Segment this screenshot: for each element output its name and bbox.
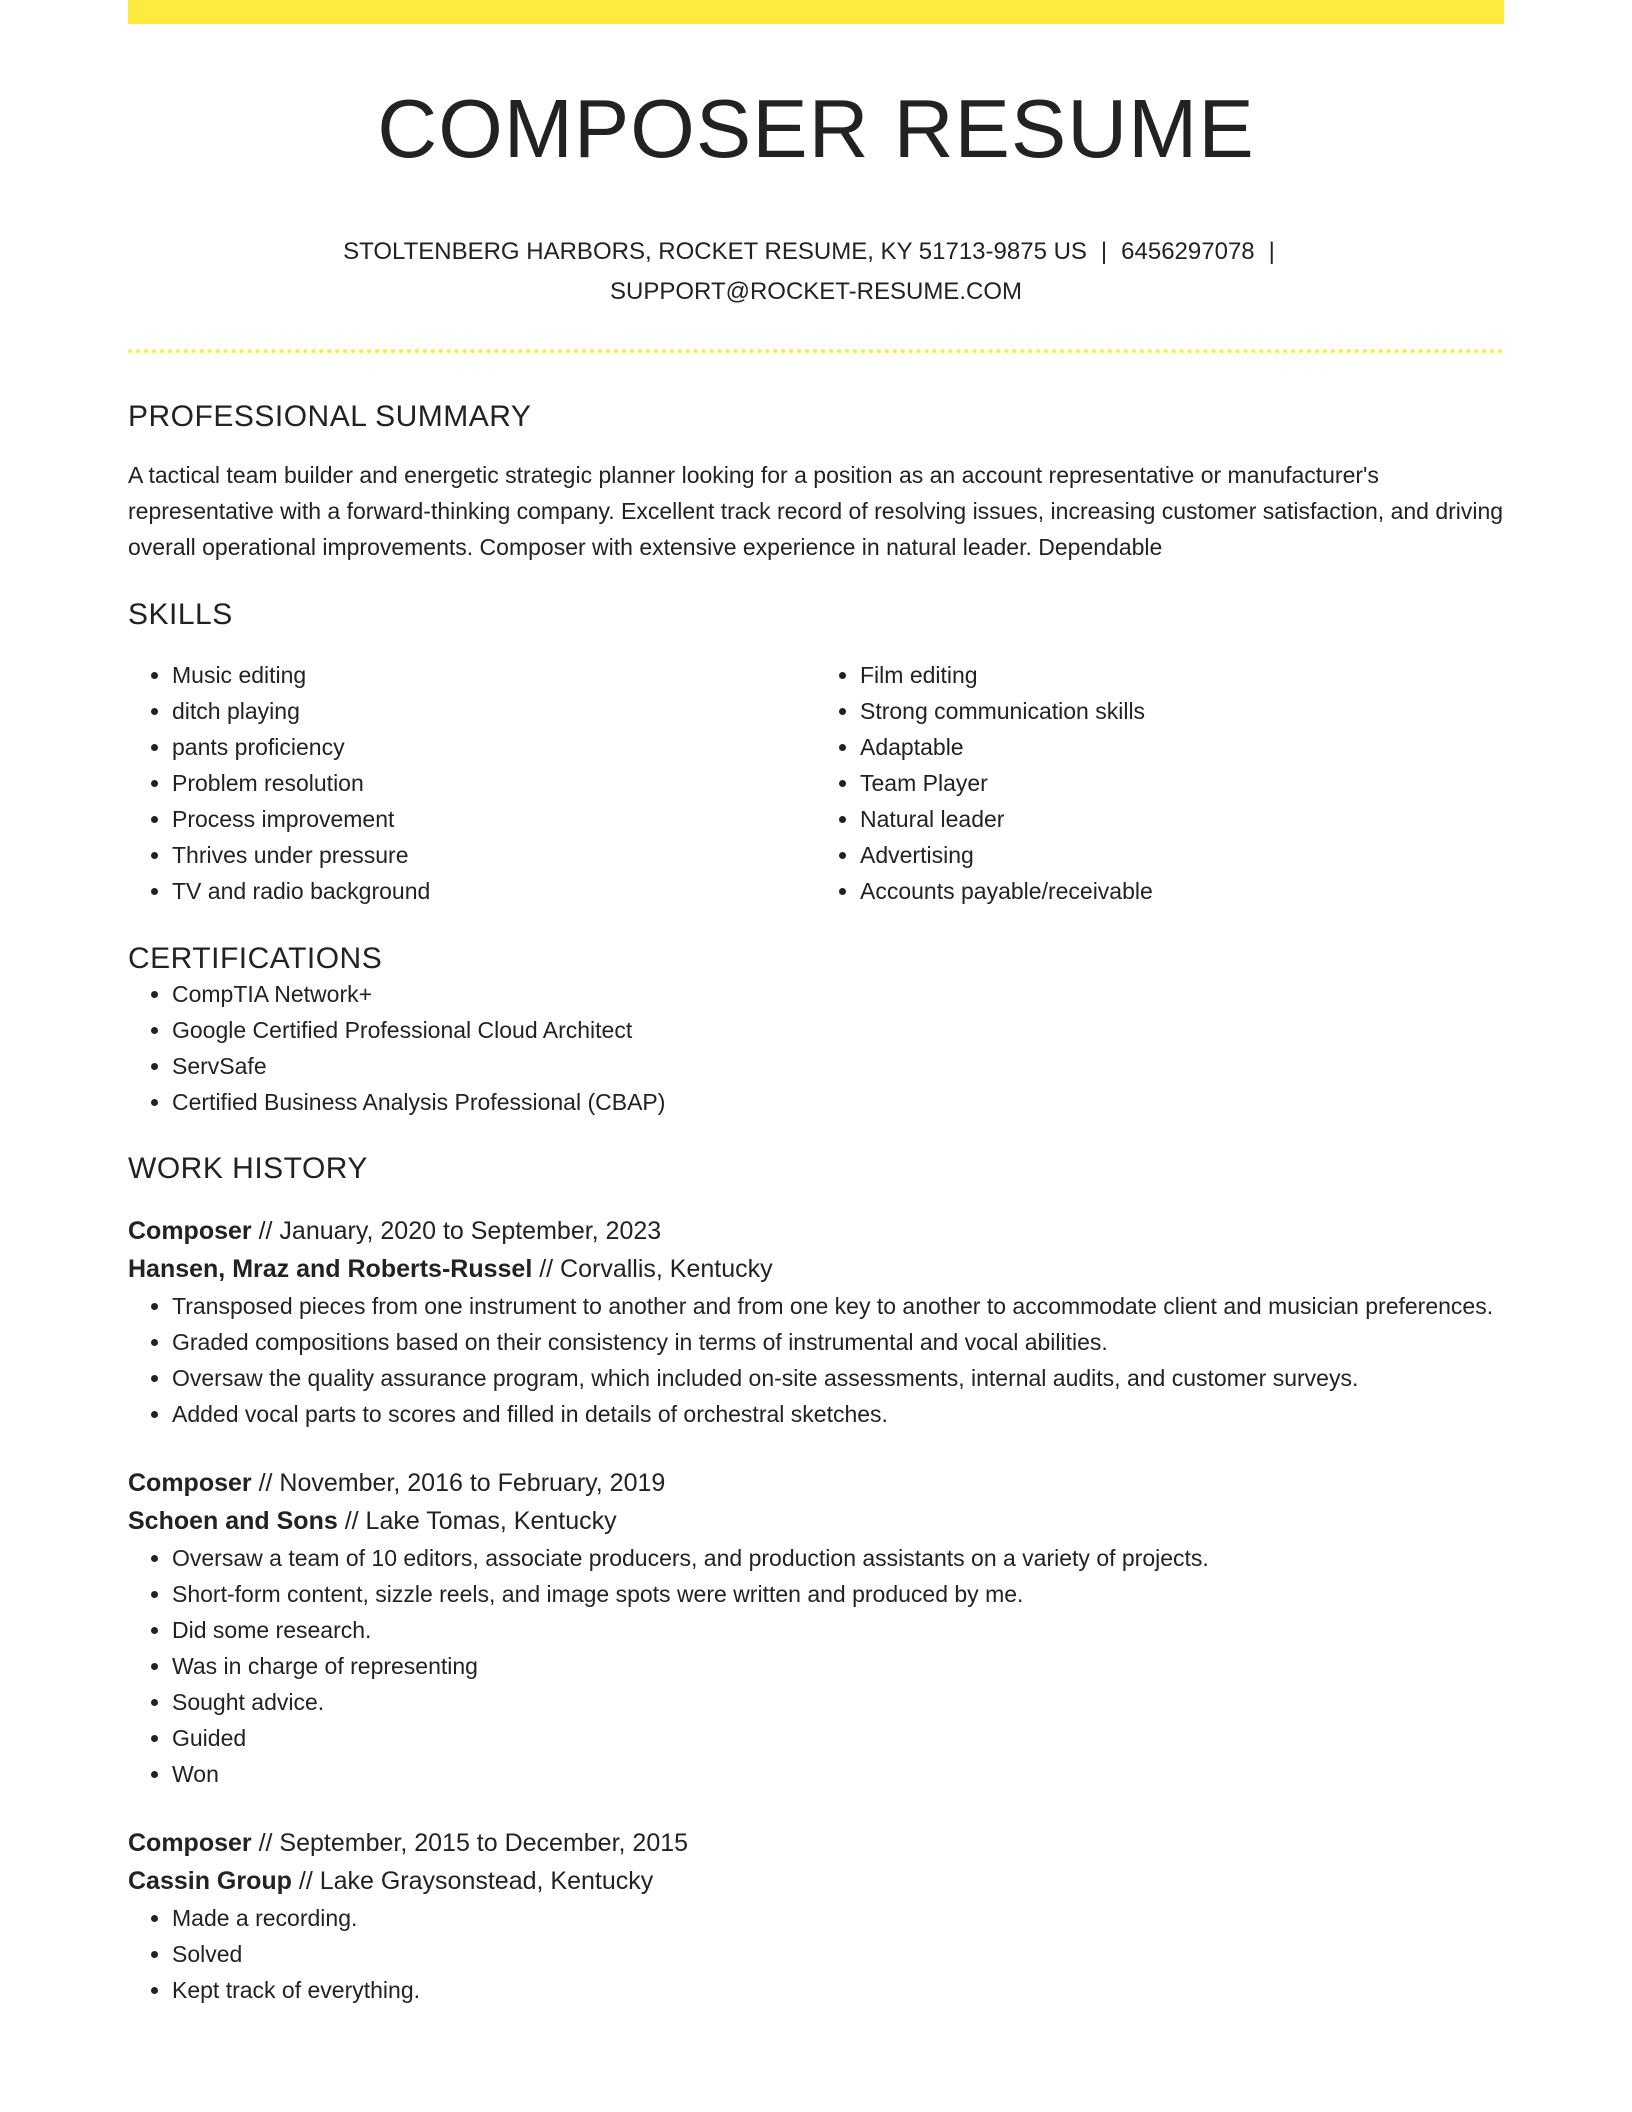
list-item: • Was in charge of representing — [172, 1648, 1504, 1684]
job-company-line — [128, 1250, 1504, 1288]
list-item: • Accounts payable/receivable — [860, 873, 1504, 909]
resume-page — [128, 0, 1504, 2008]
job-location: // Lake Graysonstead, Kentucky — [291, 1867, 654, 1896]
list-item: • Sought advice. — [172, 1684, 1504, 1720]
work-history-heading: WORK HISTORY — [128, 1152, 368, 1186]
list-item: • Oversaw the quality assurance program, which included on-site assessments, internal audits, and customer surveys. — [172, 1360, 1504, 1396]
summary-text: A tactical team builder and energetic strategic planner looking for a position as an account representative or manufacturer's representative with a forward-thinking company. Excellent track record of resolving issues, increasing customer satisfaction, and driving overall operational improvements. Composer with extensive experience in natural leader. Dependable — [128, 462, 1504, 561]
contact-separator: | — [1268, 238, 1275, 266]
job-company-line — [128, 1502, 1504, 1540]
list-item: • Did some research. — [172, 1612, 1504, 1648]
job-title-line — [128, 1824, 1504, 1862]
list-item: • Guided — [172, 1720, 1504, 1756]
list-item: • Problem resolution — [172, 765, 816, 801]
contact-email: SUPPORT@ROCKET-RESUME.COM — [610, 278, 1022, 306]
list-item: • Advertising — [860, 837, 1504, 873]
job-title: Composer — [128, 1469, 252, 1498]
list-item: • pants proficiency — [172, 729, 816, 765]
list-item: • Solved — [172, 1936, 1504, 1972]
job-header — [128, 1212, 1504, 1288]
list-item: • Adaptable — [860, 729, 1504, 765]
job-company: Cassin Group — [128, 1867, 292, 1896]
job-dates: // January, 2020 to September, 2023 — [251, 1217, 662, 1246]
list-item: • TV and radio background — [172, 873, 816, 909]
list-item: • Process improvement — [172, 801, 816, 837]
contact-address: STOLTENBERG HARBORS, ROCKET RESUME, KY 51713-9875 US — [343, 238, 1087, 266]
list-item: • Won — [172, 1756, 1504, 1792]
job-title: Composer — [128, 1829, 252, 1858]
list-item: • Strong communication skills — [860, 693, 1504, 729]
list-item: • Made a recording. — [172, 1900, 1504, 1936]
list-item: • Film editing — [860, 657, 1504, 693]
list-item: • Certified Business Analysis Professional (CBAP) — [172, 1084, 1504, 1120]
contact-info — [286, 232, 1346, 312]
skills-list-left — [128, 657, 816, 909]
summary-heading: PROFESSIONAL SUMMARY — [128, 400, 532, 434]
list-item: • Google Certified Professional Cloud Architect — [172, 1012, 1504, 1048]
list-item: • Thrives under pressure — [172, 837, 816, 873]
top-accent-bar — [128, 0, 1504, 24]
job-company: Schoen and Sons — [128, 1507, 338, 1536]
job-dates: // September, 2015 to December, 2015 — [251, 1829, 689, 1858]
job-header — [128, 1824, 1504, 1900]
certifications-list — [128, 976, 1504, 1120]
resume-title: COMPOSER RESUME — [377, 82, 1255, 175]
skills-heading: SKILLS — [128, 598, 233, 632]
job-company-line — [128, 1862, 1504, 1900]
job-duties-list — [128, 1540, 1504, 1792]
skills-list-right — [816, 657, 1504, 909]
dotted-divider — [128, 349, 1504, 353]
job-title-line — [128, 1464, 1504, 1502]
job-duties-list — [128, 1288, 1504, 1432]
list-item: • Short-form content, sizzle reels, and image spots were written and produced by me. — [172, 1576, 1504, 1612]
list-item: • ServSafe — [172, 1048, 1504, 1084]
list-item: • Kept track of everything. — [172, 1972, 1504, 2008]
list-item: • Team Player — [860, 765, 1504, 801]
list-item: • ditch playing — [172, 693, 816, 729]
list-item: • Oversaw a team of 10 editors, associate producers, and production assistants on a variety of projects. — [172, 1540, 1504, 1576]
certifications-heading: CERTIFICATIONS — [128, 942, 383, 976]
contact-phone: 6456297078 — [1121, 238, 1255, 266]
list-item: • Added vocal parts to scores and filled in details of orchestral sketches. — [172, 1396, 1504, 1432]
contact-separator: | — [1100, 238, 1108, 266]
job-title-line — [128, 1212, 1504, 1250]
list-item: • CompTIA Network+ — [172, 976, 1504, 1012]
job-title: Composer — [128, 1217, 252, 1246]
job-dates: // November, 2016 to February, 2019 — [251, 1469, 666, 1498]
list-item: • Graded compositions based on their consistency in terms of instrumental and vocal abilities. — [172, 1324, 1504, 1360]
job-duties-list — [128, 1900, 1504, 2008]
list-item: • Transposed pieces from one instrument to another and from one key to another to accommodate client and musician preferences. — [172, 1288, 1504, 1324]
job-location: // Lake Tomas, Kentucky — [337, 1507, 617, 1536]
job-header — [128, 1464, 1504, 1540]
list-item: • Natural leader — [860, 801, 1504, 837]
list-item: • Music editing — [172, 657, 816, 693]
job-location: // Corvallis, Kentucky — [532, 1255, 773, 1284]
job-company: Hansen, Mraz and Roberts-Russel — [128, 1255, 533, 1284]
skills-columns — [128, 657, 1504, 909]
